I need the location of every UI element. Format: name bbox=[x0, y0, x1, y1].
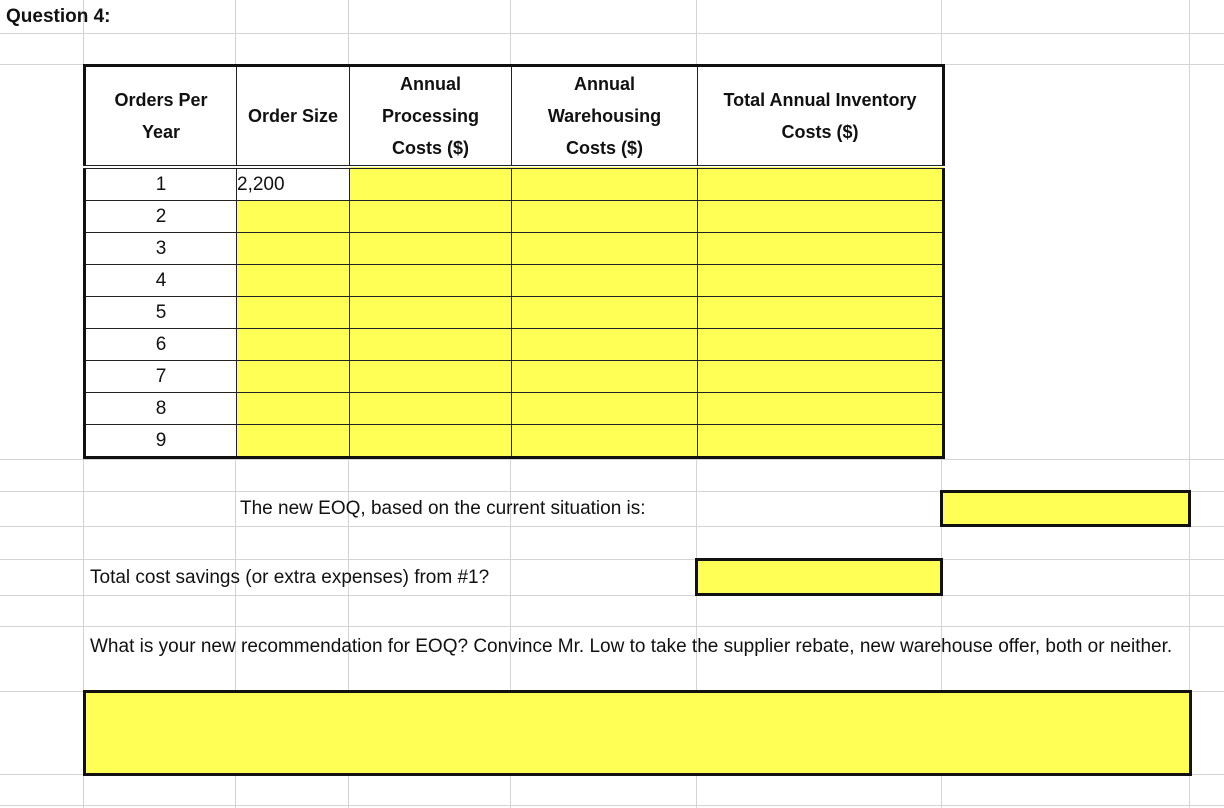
warehousing-input-cell[interactable] bbox=[512, 167, 698, 201]
eoq-input-cell[interactable] bbox=[940, 490, 1191, 527]
table-row bbox=[85, 167, 944, 201]
table-row bbox=[85, 329, 944, 361]
table-row bbox=[85, 201, 944, 233]
orders-cell: 1 bbox=[85, 167, 237, 201]
header-order-size: Order Size bbox=[237, 66, 350, 168]
processing-input-cell[interactable] bbox=[350, 329, 512, 361]
table-row bbox=[85, 233, 944, 265]
processing-input-cell[interactable] bbox=[350, 297, 512, 329]
processing-input-cell[interactable] bbox=[350, 167, 512, 201]
inventory-cost-table bbox=[83, 64, 945, 459]
total-input-cell[interactable] bbox=[698, 201, 944, 233]
table-row bbox=[85, 393, 944, 425]
orders-cell: 4 bbox=[85, 265, 237, 297]
orders-cell: 7 bbox=[85, 361, 237, 393]
order-size-input-cell[interactable] bbox=[237, 329, 350, 361]
total-input-cell[interactable] bbox=[698, 297, 944, 329]
header-warehousing-costs: Annual Warehousing Costs ($) bbox=[512, 66, 698, 168]
processing-input-cell[interactable] bbox=[350, 361, 512, 393]
orders-cell: 3 bbox=[85, 233, 237, 265]
processing-input-cell[interactable] bbox=[350, 265, 512, 297]
savings-input-cell[interactable] bbox=[695, 558, 943, 596]
savings-prompt: Total cost savings (or extra expenses) from #1? bbox=[90, 567, 490, 588]
total-input-cell[interactable] bbox=[698, 167, 944, 201]
table-row bbox=[85, 297, 944, 329]
order-size-cell[interactable]: 2,200 bbox=[237, 167, 350, 201]
processing-input-cell[interactable] bbox=[350, 201, 512, 233]
order-size-input-cell[interactable] bbox=[237, 425, 350, 458]
orders-cell: 2 bbox=[85, 201, 237, 233]
row-line bbox=[0, 559, 1224, 560]
warehousing-input-cell[interactable] bbox=[512, 393, 698, 425]
warehousing-input-cell[interactable] bbox=[512, 201, 698, 233]
row-line bbox=[0, 595, 1224, 596]
orders-cell: 8 bbox=[85, 393, 237, 425]
warehousing-input-cell[interactable] bbox=[512, 361, 698, 393]
order-size-input-cell[interactable] bbox=[237, 233, 350, 265]
col-line bbox=[1189, 0, 1190, 808]
total-input-cell[interactable] bbox=[698, 233, 944, 265]
orders-cell: 9 bbox=[85, 425, 237, 458]
total-input-cell[interactable] bbox=[698, 265, 944, 297]
total-input-cell[interactable] bbox=[698, 329, 944, 361]
processing-input-cell[interactable] bbox=[350, 393, 512, 425]
header-orders-per-year: Orders Per Year bbox=[85, 66, 237, 168]
order-size-input-cell[interactable] bbox=[237, 361, 350, 393]
order-size-input-cell[interactable] bbox=[237, 297, 350, 329]
orders-cell: 6 bbox=[85, 329, 237, 361]
processing-input-cell[interactable] bbox=[350, 233, 512, 265]
processing-input-cell[interactable] bbox=[350, 425, 512, 458]
recommendation-prompt: What is your new recommendation for EOQ? Convince Mr. Low to take the supplier rebate, new warehouse offer, both or neither. bbox=[90, 636, 1173, 657]
header-processing-costs: Annual Processing Costs ($) bbox=[350, 66, 512, 168]
warehousing-input-cell[interactable] bbox=[512, 265, 698, 297]
row-line bbox=[0, 33, 1224, 34]
order-size-input-cell[interactable] bbox=[237, 201, 350, 233]
question-title: Question 4: bbox=[6, 6, 111, 27]
row-line bbox=[0, 459, 1224, 460]
table-header-row bbox=[85, 66, 944, 168]
row-line bbox=[0, 626, 1224, 627]
table-row bbox=[85, 425, 944, 458]
order-size-input-cell[interactable] bbox=[237, 265, 350, 297]
orders-cell: 5 bbox=[85, 297, 237, 329]
warehousing-input-cell[interactable] bbox=[512, 297, 698, 329]
total-input-cell[interactable] bbox=[698, 361, 944, 393]
eoq-prompt: The new EOQ, based on the current situation is: bbox=[240, 498, 646, 519]
warehousing-input-cell[interactable] bbox=[512, 329, 698, 361]
table-row bbox=[85, 265, 944, 297]
header-total-costs: Total Annual Inventory Costs ($) bbox=[698, 66, 944, 168]
warehousing-input-cell[interactable] bbox=[512, 425, 698, 458]
total-input-cell[interactable] bbox=[698, 425, 944, 458]
recommendation-input-cell[interactable] bbox=[83, 690, 1192, 776]
row-line bbox=[0, 805, 1224, 806]
table-row bbox=[85, 361, 944, 393]
order-size-input-cell[interactable] bbox=[237, 393, 350, 425]
total-input-cell[interactable] bbox=[698, 393, 944, 425]
warehousing-input-cell[interactable] bbox=[512, 233, 698, 265]
